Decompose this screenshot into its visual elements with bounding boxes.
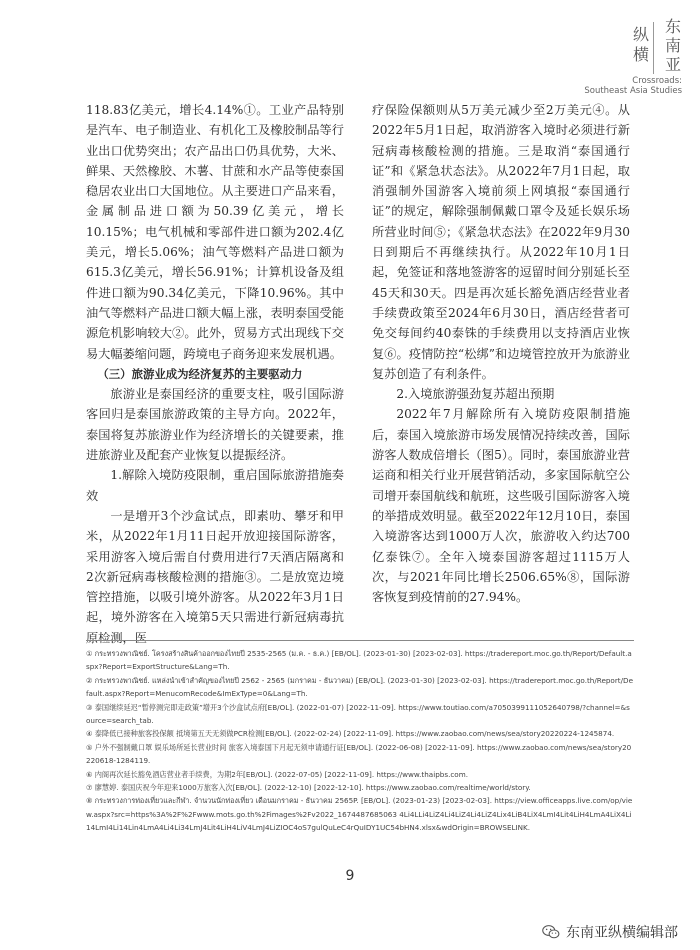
left-column — [86, 100, 344, 648]
wechat-icon — [542, 924, 560, 940]
watermark — [542, 922, 678, 942]
footnote: ⑧ กระทรวงการท่องเที่ยวและกีฬา. จำนวนนักท่องเที่ยว เดือนมกราคม - ธันวาคม 2565P. [EB/OL]. (2023-01-23) [2023-02-03]. https://view.officeapps.live.com/op/view.aspx?src=https%3A%2F%2Fwww.mots.go.th%2Fimages%2Fv2022_1674487685063 4Li4LLi4LiZ4Li4LiZ4Li4LiZ4Lix4LiB4LiX4LmI4Lit4LiH4LmA4LiX4Li14LmI4Li14Lin4LmA4Li4Li34LmJ4Lit4LiH4LiV4LmJ4LiZIOC4oS7gulQuLeC4rQuIDY1UC54bHN4.xlsx&wdOrigin=BROWSELINK. — [86, 796, 633, 833]
footnote: ⑥ 内阁再次延长豁免酒店营业者手续费，为期2年[EB/OL]. (2022-07-05) [2022-11-09]. https://www.thaipbs.com. — [86, 769, 468, 779]
paragraph: 118.83亿美元，增长4.14%①。工业产品特别是汽车、电子制造业、有机化工及橡胶制品等行业出口优势突出；农产品出口仍具优势，大米、鲜果、天然橡胶、木薯、甘蔗和水产品等使泰国稳居农业出口大国地位。从主要进口产品来看，金属制品进口额为50.39亿美元，增长10.15%；电气机械和零部件进口额为202.4亿美元，增长5.06%；油气等燃料产品进口额为615.3亿美元，增长56.91%；计算机设备及组件进口额为90.34亿美元，下降10.96%。其中油气等燃料产品进口额大幅上涨，表明泰国受能源危机影响较大②。此外，贸易方式出现线下交易大幅萎缩问题，跨境电子商务迎来发展机遇。 — [86, 103, 344, 361]
masthead-en-line: Crossroads: — [632, 76, 682, 86]
right-column — [372, 100, 630, 607]
subsection-heading: 1.解除入境防疫限制，重启国际旅游措施奏效 — [86, 468, 344, 503]
paragraph: 2022年7月解除所有入境防疫限制措施后，泰国入境旅游市场发展情况持续改善，国际游客人数成倍增长（图5）。同时，泰国旅游业营运商和相关行业开展营销活动，多家国际航空公司增开泰国航线和航班，这些吸引国际游客入境的举措成效明显。截至2022年12月10日，泰国入境游客达到1000万人次，旅游收入约达700亿泰铢⑦。全年入境泰国游客超过1115万人次，与2021年同比增长2506.65%⑧，国际游客恢复到疫情前的27.94%。 — [372, 407, 630, 605]
masthead-char: 亚 — [664, 55, 681, 74]
paragraph: 旅游业是泰国经济的重要支柱，吸引国际游客回归是泰国旅游政策的主导方向。2022年，泰国将复苏旅游业作为经济增长的关键要素，推进旅游业及配套产业恢复以提振经济。 — [86, 387, 344, 463]
footnote: ① กระทรวงพาณิชย์. โครงสร้างสินค้าออกของไทยปี 2535-2565 (ม.ค. - ธ.ค.) [EB/OL]. (2023-01-30) [2023-02-03]. https://tradereport.moc.go.th/Report/Default.aspx?Report=ExportStructure&Lang=Th. — [86, 649, 632, 672]
page-number: 9 — [345, 868, 355, 884]
paragraph: 疗保险保额则从5万美元减少至2万美元④。从2022年5月1日起，取消游客入境时必须进行新冠病毒核酸检测的措施。三是取消“泰国通行证”和《紧急状态法》。从2022年7月1日起，取消强制外国游客入境前须上网填报“泰国通行证”的规定，解除强制佩戴口罩令及延长娱乐场所营业时间⑤；《紧急状态法》在2022年9月30日到期后不再继续执行。从2022年10月1日起，免签证和落地签游客的逗留时间分别延长至45天和30天。四是再次延长豁免酒店经营业者手续费政策至2024年6月30日，酒店经营者可免交每间约40泰铢的手续费用以支持酒店业恢复⑥。疫情防控“松绑”和边境管控放开为旅游业复苏创造了有利条件。 — [372, 103, 630, 381]
footnote: ⑦ 廖慧婷. 泰国庆祝今年迎来1000万旅客入次[EB/OL]. (2022-12-10) [2022-12-10]. https://www.zaobao.com/realtime/world/story. — [86, 783, 531, 793]
watermark-text: 东南亚纵横编辑部 — [566, 925, 678, 941]
footnote: ⑤ 户外不强制戴口罩 娱乐场所延长营业时间 旅客入境泰国下月起无须申请通行证[EB/OL]. (2022-06-08) [2022-11-09]. https://www.zaobao.com/news/sea/story20220618-1284119. — [86, 742, 632, 766]
masthead-en-line: Southeast Asia Studies — [584, 86, 682, 96]
subsection-heading: 2.入境旅游强劲复苏超出预期 — [396, 387, 555, 402]
masthead-char: 纵 — [632, 25, 649, 44]
masthead-divider — [653, 22, 654, 74]
footnotes — [86, 640, 634, 835]
masthead — [532, 18, 682, 108]
footnote: ④ 泰降低已接种旅客投保额 抵境第五天无须做PCR检测[EB/OL]. (2022-02-24) [2022-11-09]. https://www.zaobao.com/news/sea/story20220224-1245874. — [86, 729, 615, 739]
footnote: ③ 泰国继续延迟“暂停测完即走政策”增开3个沙盒试点府[EB/OL]. (2022-01-07) [2022-11-09]. https://www.toutiao.com/a7050399111052640798/?channel=&source=search_tab. — [86, 702, 630, 726]
masthead-char: 南 — [664, 36, 681, 55]
journal-title-english — [522, 76, 682, 96]
footnote: ② กระทรวงพาณิชย์. แหล่งนำเข้าสำคัญของไทยปี 2562 - 2565 (มกราคม - ธันวาคม) [EB/OL]. (2023-01-30) [2023-02-03]. https://tradereport.moc.go.th/Report/Default.aspx?Report=MenucomRecode&ImExType=0&Lang=Th. — [86, 675, 633, 699]
masthead-char: 横 — [632, 45, 649, 64]
masthead-char: 东 — [664, 17, 681, 36]
paragraph: 一是增开3个沙盒试点，即素叻、攀牙和甲米，从2022年1月11日起开放迎接国际游客，采用游客入境后需自付费用进行7天酒店隔离和2次新冠病毒核酸检测的措施③。二是放宽边境管控措施，以吸引境外游客。从2022年3月1日起，境外游客在入境第5天只需进行新冠病毒抗原检测，医 — [86, 508, 344, 645]
section-heading: （三）旅游业成为经济复苏的主要驱动力 — [97, 366, 303, 381]
journal-title-vertical — [622, 18, 682, 78]
